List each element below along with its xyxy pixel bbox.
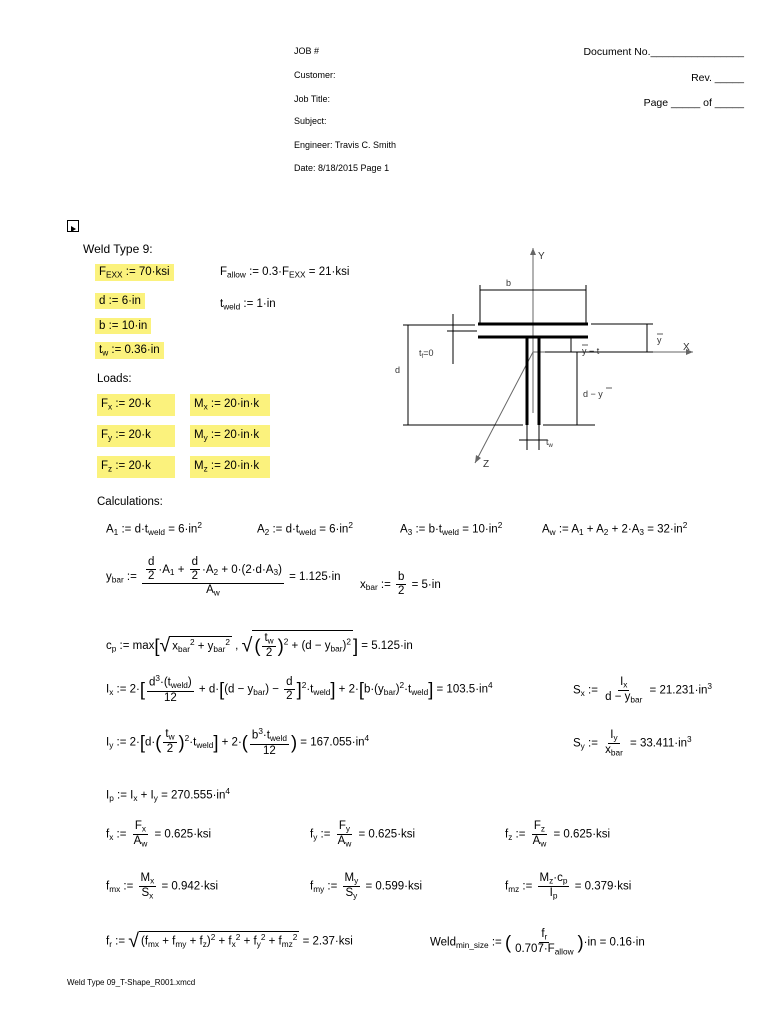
customer-label: Customer: [294,70,336,80]
calculations-label: Calculations: [97,496,163,508]
ybar-minus-t-label: y − t [582,346,600,356]
input-tw[interactable]: $t_w$ := 0.36·in [95,342,164,359]
a2-formula: $A_2$ := $d\cdot t_{weld} = 6\cdot in^2$ [257,521,353,538]
cp-formula: $c_p$ := max[√ $x_{bar}^2 + y_{bar}^2$ , √ ( $\frac{t_w}{2}$ )$^2 + (d - y_{bar})^2$ ] = 5.125·in [106,632,413,659]
b-dimension-label: b [506,278,512,288]
load-fx[interactable]: $F_x$ := 20·k [97,394,175,416]
load-fy[interactable]: $F_y$ := 20·k [97,425,175,447]
fmx-stress: $f_{mx}$ := $\frac{M_x}{S_x}$ = 0.942·ksi [106,872,219,901]
subject-label: Subject: [294,116,327,126]
load-mz[interactable]: $M_z$ := 20·in·k [190,456,270,478]
fr-stress: $f_r$ := √ $(f_{mx} + f_{my} + f_z)^2 + f_x^2 + f_y^2 + f_{mz}^2 = 2.37\cdot ksi$ [106,930,353,952]
ybar-formula: $y_{bar}$ := $\frac{d}{2}$ $\cdot A_1$ + $\frac{d}{2}$ $\cdot A_2 + 0\cdot(2\cdot d\cdot A_3)$ $A_w$ = 1.125·in [106,556,341,598]
revision: Rev. _____ [691,72,744,84]
section-title: Weld Type 9: [83,242,153,256]
engineer-label: Engineer: Travis C. Smith [294,140,397,150]
weld-min-size: Weld$_{min\_size}$ := ( $\frac{f_r}{0.707\cdot F_{allow}}$ )·in = 0.16·in [430,928,645,957]
d-dimension-label: d [395,365,401,375]
fx-stress: $f_x$ := $\frac{F_x}{A_w}$ = 0.625·ksi [106,820,212,849]
job-number: JOB # [294,46,320,56]
tf-label: $t_f=0$ [419,348,434,360]
footer-filename: Weld Type 09_T-Shape_R001.xmcd [67,978,196,987]
x-axis-label: X [683,342,690,353]
loads-label: Loads: [97,373,132,385]
fmz-stress: $f_{mz}$ := $\frac{M_z\cdot c_p}{I_p}$ = 0.379·ksi [505,872,632,901]
a1-formula: $A_1$ := $d\cdot t_{weld} = 6\cdot in^2$ [106,521,202,538]
triangle-right-icon [68,224,78,234]
a3-formula: $A_3$ := $b\cdot t_{weld} = 10\cdot in^2$ [400,521,503,538]
document-number: Document No.________________ [583,46,744,58]
load-fz[interactable]: $F_z$ := 20·k [97,456,175,478]
load-my[interactable]: $M_y$ := 20·in·k [190,425,270,447]
d-minus-ybar-label: d − y [583,389,603,399]
xbar-formula: $x_{bar}$ := $\frac{b}{2}$ = 5·in [360,571,441,598]
sy-formula: $S_y$ := $\frac{I_y}{x_{bar}}$ = $33.411\cdot in^3$ [573,729,692,758]
iy-formula: $I_y$ := 2·[d·( $\frac{t_w}{2}$ )$^2\cdot t_{weld}] + 2\cdot$( $\frac{b^3\cdot t_{weld}}{12}$ ) = $167.055\cdot in^4$ [106,727,370,757]
z-axis-label: Z [483,459,490,470]
job-title-label: Job Title: [294,94,331,104]
input-d[interactable]: d := 6·in [95,293,145,309]
t-shape-diagram [395,245,700,475]
fmy-stress: $f_{my}$ := $\frac{M_y}{S_y}$ = 0.599·ksi [310,872,423,901]
region-toggle-button[interactable] [67,220,79,232]
ip-formula: $I_p$ := $I_x + I_y = 270.555\cdot in^4$ [106,787,230,804]
tw-label: $t_w$ [546,437,553,449]
ybar-label: y [657,335,662,345]
input-fexx[interactable]: $F_{EXX}$ := 70·ksi [95,264,174,281]
y-axis-label: Y [538,251,545,262]
fz-stress: $f_z$ := $\frac{F_z}{A_w}$ = 0.625·ksi [505,820,611,849]
aw-formula: $A_w$ := $A_1 + A_2 + 2\cdot A_3 = 32\cdot in^2$ [542,521,688,538]
ix-formula: $I_x$ := 2·[ $\frac{d^3\cdot(t_{weld})}{12}$ + $d\cdot[(d - y_{bar})$ − $\frac{d}{2}$ ]$^2\cdot t_{weld}] + 2\cdot[b\cdot(y_{bar})^2\cdot t_{weld}] = 103.5\cdot in^4$ [106,674,493,704]
t-weld-input[interactable]: $t_{weld}$ := 1·in [220,298,276,312]
f-allow-formula: $F_{allow}$ := $0.3\cdot F_{EXX} = 21\cdot ksi$ [220,266,350,280]
fy-stress: $f_y$ := $\frac{F_y}{A_w}$ = 0.625·ksi [310,820,416,849]
sx-formula: $S_x$ := $\frac{I_x}{d - y_{bar}}$ = $21.231\cdot in^3$ [573,676,713,705]
date-label: Date: 8/18/2015 Page 1 [294,163,390,173]
load-mx[interactable]: $M_x$ := 20·in·k [190,394,270,416]
input-b[interactable]: b := 10·in [95,318,151,334]
page-count: Page _____ of _____ [643,97,744,109]
